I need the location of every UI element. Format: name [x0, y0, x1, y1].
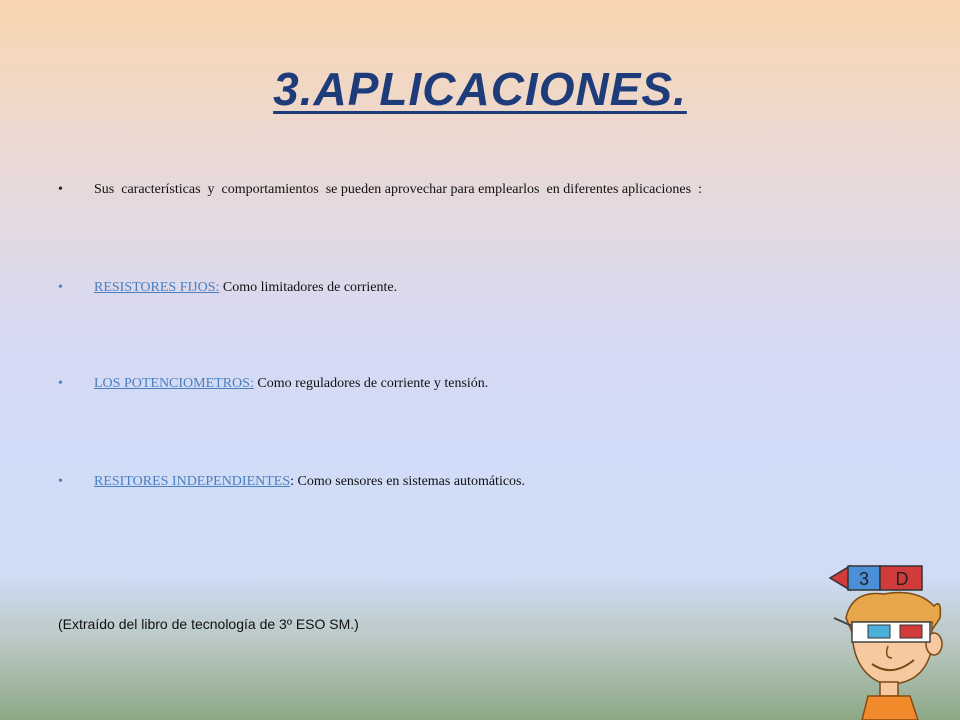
lens-left-label: 3	[858, 569, 870, 589]
bullet-dot: •	[58, 376, 63, 391]
cartoon-boy-3d-glasses-icon	[822, 560, 952, 720]
list-item	[58, 280, 920, 296]
intro-bullet	[58, 182, 920, 198]
bullet-dot: •	[58, 182, 63, 197]
bullet-dot: •	[58, 474, 63, 489]
bullet-dot: •	[58, 280, 63, 295]
lens-right-label: D	[895, 569, 909, 589]
slide-title: 3.APLICACIONES.	[273, 63, 687, 115]
item-term-resistores-fijos[interactable]: RESISTORES FIJOS:	[94, 280, 220, 295]
item-desc: Como limitadores de corriente.	[219, 280, 398, 295]
intro-text: Sus características y comportamientos se pueden aprovechar para emplearlos en diferentes aplicaciones :	[94, 182, 702, 197]
item-desc: Como reguladores de corriente y tensión.	[253, 376, 489, 391]
source-citation: (Extraído del libro de tecnología de 3º ESO SM.)	[58, 616, 359, 632]
item-term-potenciometros[interactable]: LOS POTENCIOMETROS:	[94, 376, 254, 391]
item-term-resitores-independientes[interactable]: RESITORES INDEPENDIENTES	[94, 474, 291, 489]
item-desc: : Como sensores en sistemas automáticos.	[290, 474, 525, 489]
list-item	[58, 474, 920, 490]
list-item	[58, 376, 920, 392]
